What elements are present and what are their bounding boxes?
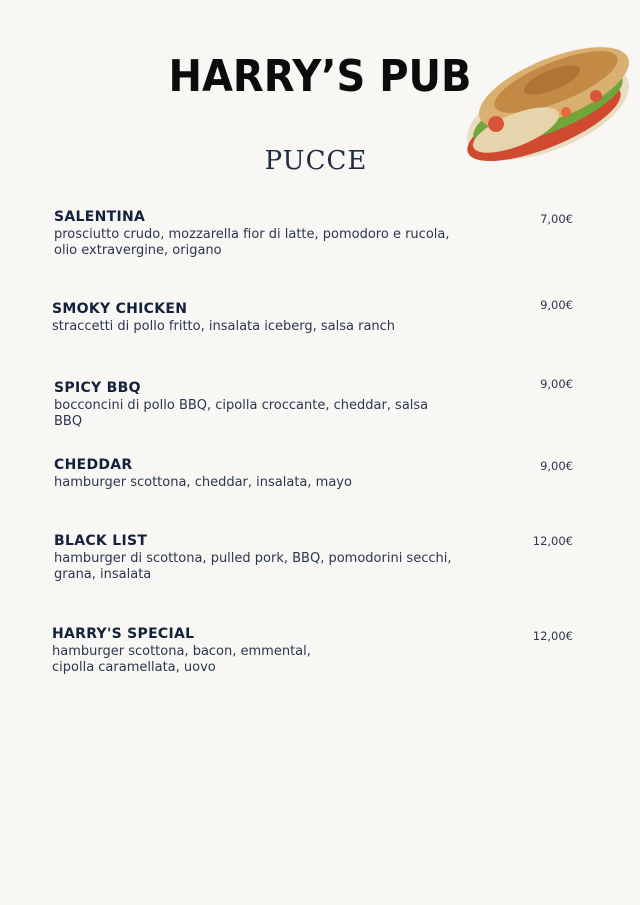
menu-item	[54, 209, 574, 259]
item-price: 9,00€	[540, 459, 573, 473]
item-name: CHEDDAR	[54, 457, 133, 473]
menu-item	[54, 457, 574, 491]
item-name: SPICY BBQ	[54, 380, 141, 396]
menu-item	[54, 533, 574, 583]
item-description: bocconcini di pollo BBQ, cipolla croccante, cheddar, salsa BBQ	[54, 398, 429, 429]
item-name: SALENTINA	[54, 209, 146, 225]
page-title: HARRY’S PUB	[168, 52, 472, 102]
menu-item	[52, 626, 572, 676]
item-description: hamburger scottona, bacon, emmental, cipolla caramellata, uovo	[52, 644, 311, 675]
section-title: PUCCE	[264, 146, 368, 176]
item-price: 9,00€	[540, 298, 573, 312]
item-price: 7,00€	[540, 212, 573, 226]
item-description: hamburger scottona, cheddar, insalata, mayo	[54, 475, 352, 490]
item-price: 12,00€	[532, 629, 573, 643]
item-name: SMOKY CHICKEN	[52, 301, 188, 317]
item-description: prosciutto crudo, mozzarella fior di latte, pomodoro e rucola, olio extravergine, origano	[54, 227, 450, 258]
item-price: 9,00€	[540, 377, 573, 391]
item-name: HARRY'S SPECIAL	[52, 626, 195, 642]
menu-item	[54, 380, 574, 430]
menu-item	[52, 301, 572, 335]
item-name: BLACK LIST	[54, 533, 148, 549]
item-description: hamburger di scottona, pulled pork, BBQ, pomodorini secchi, grana, insalata	[54, 551, 452, 582]
item-description: straccetti di pollo fritto, insalata iceberg, salsa ranch	[52, 319, 396, 334]
item-price: 12,00€	[532, 534, 573, 548]
